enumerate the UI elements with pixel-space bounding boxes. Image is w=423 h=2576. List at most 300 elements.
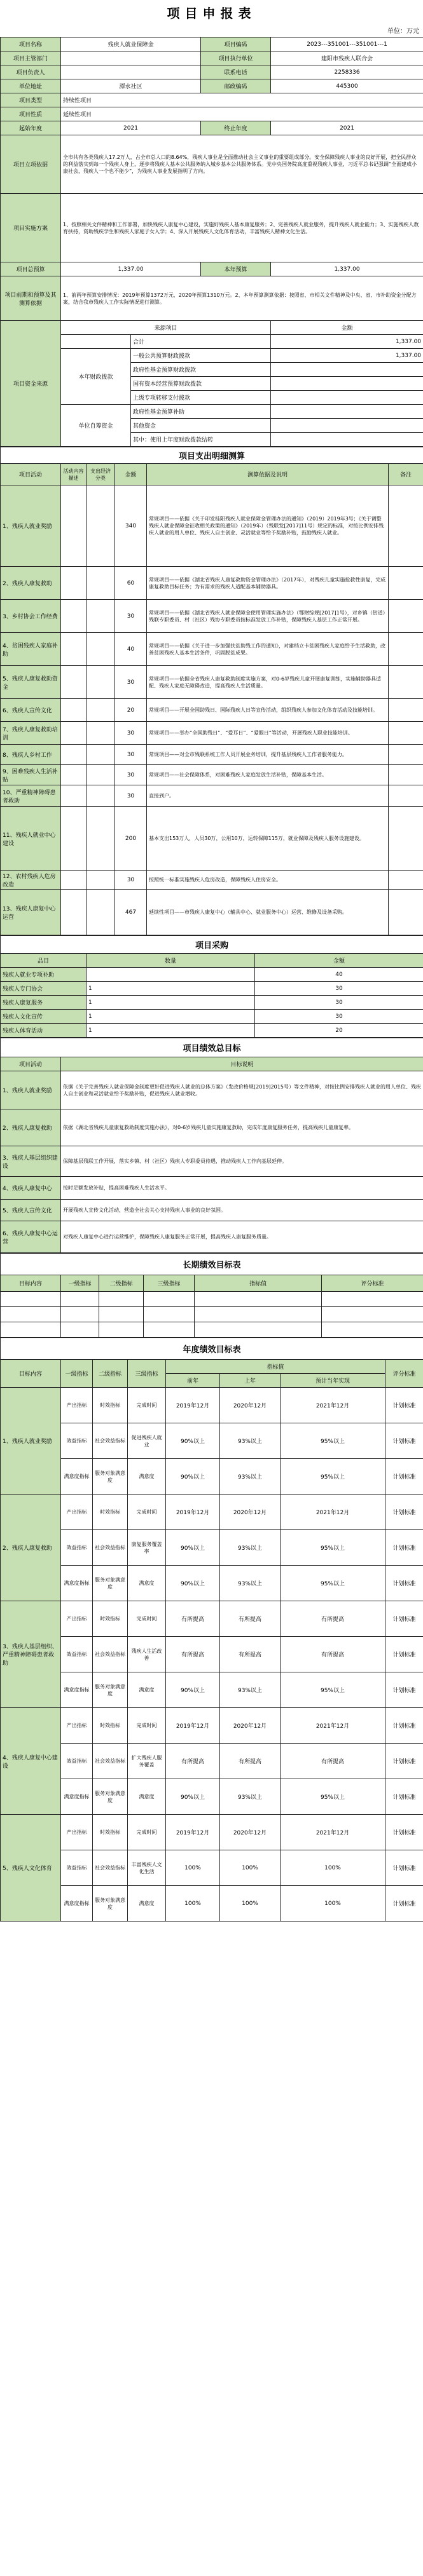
perf-activity: 1、残疾人就业奖励 — [1, 1071, 61, 1109]
amount-cell: 30 — [115, 871, 147, 890]
remark-cell — [389, 699, 423, 722]
amount-cell: 30 — [115, 765, 147, 785]
annual-cell: 计划标准 — [385, 1566, 423, 1601]
annual-cell: 服务对象满意度 — [93, 1672, 128, 1708]
fund-name: 其中：使用上年度财政拨款结转 — [131, 433, 271, 447]
annual-cell: 计划标准 — [385, 1530, 423, 1566]
annual-row — [1, 1495, 423, 1530]
perf-row — [1, 1146, 423, 1177]
remark-cell — [389, 871, 423, 890]
annual-cell: 计划标准 — [385, 1779, 423, 1815]
class-cell — [87, 807, 115, 871]
budget-detail-table — [0, 447, 423, 935]
budget-row — [1, 765, 423, 785]
annual-cell: 93%以上 — [220, 1779, 281, 1815]
desc-cell — [61, 745, 87, 765]
procurement-row — [1, 1010, 423, 1024]
label-cell: 项目负责人 — [1, 65, 61, 79]
procurement-row — [1, 996, 423, 1010]
value-cell: 2021 — [61, 121, 201, 135]
value-cell: 全市共有各类残疾人17.2万人，占全市总人口的8.64%，残疾人事业是全面推动社会主义事业的重要组成部分。安全保障残疾人事业的良好开展，把全民群众的利益落实到每一个残疾人身上，逐步将残疾人基本公共服务纳入城乡基本公共服务体系。党中央国务院高度重视残疾人事业，习近平总书记强调“全面建成小康社会，残疾人一个也不能少”，为残疾人事业发展指明了方向。 — [61, 135, 423, 194]
annual-cell: 95%以上 — [281, 1423, 385, 1459]
empty-cell — [1, 1307, 61, 1322]
annual-cell: 促进残疾人就业 — [128, 1423, 166, 1459]
note-cell: 常规项目——依据《关于印发桂阳残疾人就业保障金管理办法的通知》（2019）2019年3号；《关于调整残疾人就业保障金征收相关政策的通知》（2019年）（残联发[2017]11号）规定的标准，对按比例安排残疾人就业的用人单位、残疾人自主创业、灵活就业等给予奖励补贴，鼓励残疾人就业。 — [147, 485, 389, 567]
remark-cell — [389, 745, 423, 765]
empty-cell — [144, 1322, 195, 1338]
perf-activity: 6、残疾人康复中心运营 — [1, 1221, 61, 1253]
empty-cell — [99, 1307, 144, 1322]
fund-amount — [271, 363, 423, 377]
empty-cell — [61, 1307, 99, 1322]
activity-cell: 10、严重精神障碍患者救助 — [1, 785, 61, 807]
class-cell — [87, 699, 115, 722]
procurement-table — [0, 935, 423, 1038]
fund-name: 合计 — [131, 335, 271, 349]
budget-row — [1, 567, 423, 600]
annual-cell: 服务对象满意度 — [93, 1566, 128, 1601]
col-subheader: 上年 — [220, 1374, 281, 1388]
note-cell: 延续性项目——市残疾人康复中心（辅具中心、就业服务中心）运营、维修及设备采购。 — [147, 890, 389, 935]
activity-cell: 9、困难残疾人生活补贴 — [1, 765, 61, 785]
perf-activity: 5、残疾人宣传文化 — [1, 1200, 61, 1221]
col-header: 项目活动 — [1, 464, 61, 485]
fund-name: 国有资本经营预算财政拨款 — [131, 377, 271, 391]
annual-target: 3、残疾人基层组织、严重精神障碍患者救助 — [1, 1601, 61, 1708]
annual-cell: 计划标准 — [385, 1495, 423, 1530]
value-cell: 2021 — [271, 121, 423, 135]
budget-row — [1, 722, 423, 745]
fund-name: 政府性基金预算财政拨款 — [131, 363, 271, 377]
section-title: 项目绩效总目标 — [1, 1038, 423, 1057]
desc-cell — [61, 807, 87, 871]
annual-cell: 2020年12月 — [220, 1495, 281, 1530]
empty-cell — [322, 1307, 423, 1322]
annual-cell: 计划标准 — [385, 1423, 423, 1459]
label-cell: 单位地址 — [1, 79, 61, 93]
annual-cell: 有所提高 — [220, 1744, 281, 1779]
procurement-rows — [1, 968, 423, 1038]
info-table — [0, 37, 423, 447]
class-cell — [87, 633, 115, 666]
label-cell: 项目立项依据 — [1, 135, 61, 194]
label-cell: 邮政编码 — [201, 79, 271, 93]
annual-cell: 满意度指标 — [61, 1779, 93, 1815]
annual-cell: 满意度 — [128, 1459, 166, 1495]
budget-row — [1, 807, 423, 871]
annual-cell: 2019年12月 — [166, 1815, 220, 1850]
annual-cell: 2020年12月 — [220, 1815, 281, 1850]
annual-cell: 社会效益指标 — [93, 1744, 128, 1779]
annual-cell: 时效指标 — [93, 1815, 128, 1850]
value-cell — [61, 51, 201, 65]
section-title: 年度绩效目标表 — [1, 1338, 423, 1360]
class-cell — [87, 785, 115, 807]
annual-cell: 计划标准 — [385, 1388, 423, 1423]
fund-amount — [271, 433, 423, 447]
amount-cell: 200 — [115, 807, 147, 871]
activity-cell: 13、残疾人康复中心运营 — [1, 890, 61, 935]
annual-cell: 满意度指标 — [61, 1886, 93, 1922]
value-cell: 445300 — [271, 79, 423, 93]
note-cell: 基本支出153万人，人员30万，公用10万，运转保障115万，就业保障及残疾人服务设施建设。 — [147, 807, 389, 871]
annual-cell: 100% — [281, 1850, 385, 1886]
budget-row — [1, 871, 423, 890]
remark-cell — [389, 785, 423, 807]
label-cell: 项目实施方案 — [1, 194, 61, 262]
annual-cell: 2019年12月 — [166, 1495, 220, 1530]
fund-left: 本年财政拨款 — [61, 349, 131, 405]
annual-cell: 计划标准 — [385, 1459, 423, 1495]
annual-cell: 服务对象满意度 — [93, 1459, 128, 1495]
proc-amount: 40 — [255, 968, 423, 982]
annual-cell: 100% — [220, 1850, 281, 1886]
empty-cell — [144, 1307, 195, 1322]
fund-amount — [271, 419, 423, 433]
label-cell: 本年预算 — [201, 262, 271, 276]
annual-row — [1, 1708, 423, 1744]
annual-cell: 93%以上 — [220, 1672, 281, 1708]
annual-rows — [1, 1388, 423, 1922]
proc-item: 残疾人就业专项补助 — [1, 968, 87, 982]
budget-row — [1, 890, 423, 935]
annual-cell: 有所提高 — [166, 1637, 220, 1672]
perf-activity: 2、残疾人康复救助 — [1, 1109, 61, 1146]
empty-cell — [99, 1322, 144, 1338]
empty-cell — [322, 1322, 423, 1338]
annual-cell: 有所提高 — [166, 1744, 220, 1779]
class-cell — [87, 600, 115, 633]
class-cell — [87, 485, 115, 567]
class-cell — [87, 745, 115, 765]
annual-row — [1, 1388, 423, 1423]
annual-row — [1, 1744, 423, 1779]
activity-cell: 7、残疾人康复救助培训 — [1, 722, 61, 745]
procurement-row — [1, 982, 423, 996]
annual-cell: 95%以上 — [281, 1530, 385, 1566]
fund-amount: 1,337.00 — [271, 349, 423, 363]
annual-cell: 计划标准 — [385, 1815, 423, 1850]
perf-rows — [1, 1071, 423, 1253]
annual-row — [1, 1530, 423, 1566]
value-cell: 1、前两年预算安排情况：2019年预算1372万元，2020年预算1310万元。2、本年预算测算依据：按照省、市相关文件精神及中央、省、市补助资金分配方案，结合我市残疾人工作实际情况进行测算。 — [61, 276, 423, 321]
amount-cell: 467 — [115, 890, 147, 935]
annual-cell: 2020年12月 — [220, 1708, 281, 1744]
annual-cell: 100% — [281, 1886, 385, 1922]
label-cell: 项目主管部门 — [1, 51, 61, 65]
col-header: 一级指标 — [61, 1360, 93, 1388]
fund-header: 来源项目 — [61, 321, 271, 335]
annual-cell: 2019年12月 — [166, 1388, 220, 1423]
perf-desc: 依据《湖北省残疾儿童康复救助制度实施办法》，对0-6岁残疾儿童实施康复救助，完成年度康复服务任务，提高残疾儿童康复率。 — [61, 1109, 423, 1146]
annual-row — [1, 1850, 423, 1886]
perf-activity: 3、残疾人基层组织建设 — [1, 1146, 61, 1177]
annual-cell: 93%以上 — [220, 1423, 281, 1459]
annual-cell: 完成时间 — [128, 1495, 166, 1530]
annual-cell: 完成时间 — [128, 1601, 166, 1637]
perf-desc: 依据《关于完善残疾人就业保障金制度更好促进残疾人就业的总体方案》（发改价格规[2019]2015号）等文件精神，对按比例安排残疾人就业的用人单位、残疾人自主创业和灵活就业给予奖励补贴，促进残疾人就业增收。 — [61, 1071, 423, 1109]
activity-cell: 2、残疾人康复救助 — [1, 567, 61, 600]
annual-cell: 满意度 — [128, 1566, 166, 1601]
annual-cell: 2019年12月 — [166, 1708, 220, 1744]
annual-row — [1, 1459, 423, 1495]
col-header: 品目 — [1, 954, 87, 968]
annual-cell: 93%以上 — [220, 1459, 281, 1495]
desc-cell — [61, 666, 87, 699]
annual-row — [1, 1672, 423, 1708]
desc-cell — [61, 890, 87, 935]
annual-cell: 90%以上 — [166, 1530, 220, 1566]
value-cell: 持续性项目 — [61, 93, 423, 107]
value-cell: 1,337.00 — [61, 262, 201, 276]
budget-row — [1, 666, 423, 699]
annual-row — [1, 1637, 423, 1672]
budget-rows — [1, 485, 423, 935]
perf-row — [1, 1200, 423, 1221]
annual-cell: 社会效益指标 — [93, 1850, 128, 1886]
perf-activity: 4、残疾人康复中心 — [1, 1177, 61, 1200]
empty-cell — [322, 1292, 423, 1307]
activity-cell: 8、残疾人乡村工作 — [1, 745, 61, 765]
label-cell: 项目前期和预算及其测算依据 — [1, 276, 61, 321]
proc-qty — [87, 968, 255, 982]
procurement-row — [1, 1024, 423, 1038]
col-header: 金额 — [115, 464, 147, 485]
annual-cell: 产出指标 — [61, 1815, 93, 1850]
col-subheader: 前年 — [166, 1374, 220, 1388]
class-cell — [87, 871, 115, 890]
label-cell: 起始年度 — [1, 121, 61, 135]
remark-cell — [389, 485, 423, 567]
annual-cell: 100% — [166, 1850, 220, 1886]
annual-cell: 时效指标 — [93, 1601, 128, 1637]
label-cell: 项目性质 — [1, 107, 61, 121]
annual-cell: 完成时间 — [128, 1388, 166, 1423]
section-title: 项目支出明细测算 — [1, 447, 423, 464]
annual-cell: 产出指标 — [61, 1495, 93, 1530]
col-header: 支出经济分类 — [87, 464, 115, 485]
annual-cell: 计划标准 — [385, 1886, 423, 1922]
empty-cell — [61, 1292, 99, 1307]
fund-amount — [271, 377, 423, 391]
activity-cell: 5、残疾人康复救助资金 — [1, 666, 61, 699]
fund-name: 政府性基金预算补助 — [131, 405, 271, 419]
proc-item: 残疾人专门协会 — [1, 982, 87, 996]
annual-cell: 有所提高 — [281, 1744, 385, 1779]
col-header: 测算依据及说明 — [147, 464, 389, 485]
annual-cell: 社会效益指标 — [93, 1530, 128, 1566]
annual-cell: 93%以上 — [220, 1566, 281, 1601]
budget-row — [1, 485, 423, 567]
value-cell: 建阳市残疾人联合会 — [271, 51, 423, 65]
fund-left — [61, 335, 131, 349]
amount-cell: 40 — [115, 633, 147, 666]
annual-cell: 社会效益指标 — [93, 1637, 128, 1672]
activity-cell: 1、残疾人就业奖励 — [1, 485, 61, 567]
annual-cell: 满意度 — [128, 1672, 166, 1708]
annual-cell: 有所提高 — [281, 1601, 385, 1637]
fund-amount — [271, 391, 423, 405]
budget-row — [1, 699, 423, 722]
annual-cell: 残疾人生活改善 — [128, 1637, 166, 1672]
annual-cell: 有所提高 — [220, 1637, 281, 1672]
annual-cell: 计划标准 — [385, 1744, 423, 1779]
annual-cell: 丰富残疾人文化生活 — [128, 1850, 166, 1886]
class-cell — [87, 722, 115, 745]
col-header: 评分标准 — [322, 1275, 423, 1292]
fund-header: 金额 — [271, 321, 423, 335]
annual-cell: 服务对象满意度 — [93, 1779, 128, 1815]
annual-cell: 2021年12月 — [281, 1708, 385, 1744]
value-cell: 1、按照相关文件精神和工作部署，加快残疾人康复中心建设，实施好残疾人基本康复服务；2、完善残疾人就业服务，提升残疾人就业能力；3、实施残疾人教育扶持，资助残疾学生和残疾人家庭子女入学；4、深入开展残疾人文化体育活动，丰富残疾人精神文化生活。 — [61, 194, 423, 262]
section-title: 项目采购 — [1, 936, 423, 954]
activity-cell: 3、乡村协会工作经费 — [1, 600, 61, 633]
annual-target: 5、残疾人文化体育 — [1, 1815, 61, 1922]
annual-target: 2、残疾人康复救助 — [1, 1495, 61, 1601]
perf-desc: 对残疾人康复中心进行运营维护，保障残疾人康复服务正常开展，提高残疾人康复服务质量。 — [61, 1221, 423, 1253]
note-cell: 按照统一标准实施残疾人危房改造，保障残疾人住房安全。 — [147, 871, 389, 890]
procurement-row — [1, 968, 423, 982]
fund-amount — [271, 405, 423, 419]
annual-cell: 90%以上 — [166, 1566, 220, 1601]
desc-cell — [61, 871, 87, 890]
annual-cell: 100% — [166, 1886, 220, 1922]
remark-cell — [389, 666, 423, 699]
annual-cell: 产出指标 — [61, 1601, 93, 1637]
annual-cell: 2020年12月 — [220, 1388, 281, 1423]
activity-cell: 11、残疾人就业中心建设 — [1, 807, 61, 871]
annual-cell: 效益指标 — [61, 1530, 93, 1566]
proc-amount: 30 — [255, 1010, 423, 1024]
perf-row — [1, 1177, 423, 1200]
activity-cell: 12、农村残疾人危房改造 — [1, 871, 61, 890]
col-header: 指标值 — [195, 1275, 322, 1292]
remark-cell — [389, 722, 423, 745]
annual-cell: 95%以上 — [281, 1566, 385, 1601]
perf-row — [1, 1071, 423, 1109]
annual-table — [0, 1338, 423, 1922]
remark-cell — [389, 600, 423, 633]
annual-target: 1、残疾人就业奖励 — [1, 1388, 61, 1495]
annual-row — [1, 1566, 423, 1601]
label-cell: 项目资金来源 — [1, 321, 61, 447]
col-header: 评分标准 — [385, 1360, 423, 1388]
col-header: 二级指标 — [93, 1360, 128, 1388]
annual-cell: 效益指标 — [61, 1850, 93, 1886]
col-header: 三级指标 — [144, 1275, 195, 1292]
annual-cell: 满意度指标 — [61, 1672, 93, 1708]
annual-cell: 完成时间 — [128, 1708, 166, 1744]
empty-cell — [144, 1292, 195, 1307]
desc-cell — [61, 765, 87, 785]
proc-qty: 1 — [87, 996, 255, 1010]
amount-cell: 30 — [115, 745, 147, 765]
class-cell — [87, 666, 115, 699]
annual-cell: 有所提高 — [220, 1601, 281, 1637]
note-cell: 常规项目——对全市残联系统工作人员开展业务培训，提升基层残疾人工作者服务能力。 — [147, 745, 389, 765]
budget-row — [1, 745, 423, 765]
value-cell — [61, 65, 201, 79]
remark-cell — [389, 567, 423, 600]
fund-name: 上级专项转移支付拨款 — [131, 391, 271, 405]
col-header: 指标值 — [166, 1360, 385, 1374]
annual-row — [1, 1886, 423, 1922]
annual-row — [1, 1815, 423, 1850]
proc-item: 残疾人体育活动 — [1, 1024, 87, 1038]
value-cell: 残疾人就业保障金 — [61, 37, 201, 51]
col-header: 二级指标 — [99, 1275, 144, 1292]
annual-cell: 95%以上 — [281, 1672, 385, 1708]
section-title: 长期绩效目标表 — [1, 1254, 423, 1275]
label-cell: 联系电话 — [201, 65, 271, 79]
annual-cell: 效益指标 — [61, 1423, 93, 1459]
label-cell: 终止年度 — [201, 121, 271, 135]
remark-cell — [389, 633, 423, 666]
class-cell — [87, 765, 115, 785]
annual-cell: 90%以上 — [166, 1779, 220, 1815]
annual-cell: 2021年12月 — [281, 1388, 385, 1423]
annual-cell: 90%以上 — [166, 1672, 220, 1708]
col-header: 数量 — [87, 954, 255, 968]
annual-cell: 计划标准 — [385, 1850, 423, 1886]
desc-cell — [61, 567, 87, 600]
desc-cell — [61, 785, 87, 807]
class-cell — [87, 890, 115, 935]
note-cell: 常规项目——依据全省残疾人康复救助制度实施方案，对0-6岁残疾儿童开展康复训练，实施辅助器具适配、残疾人家庭无障碍改造，提高残疾人生活质量。 — [147, 666, 389, 699]
amount-cell: 30 — [115, 600, 147, 633]
remark-cell — [389, 890, 423, 935]
annual-cell: 满意度指标 — [61, 1459, 93, 1495]
perf-row — [1, 1221, 423, 1253]
annual-cell: 扩大残疾人服务覆盖 — [128, 1744, 166, 1779]
value-cell: 2258336 — [271, 65, 423, 79]
col-header: 目标内容 — [1, 1360, 61, 1388]
annual-cell: 计划标准 — [385, 1601, 423, 1637]
empty-cell — [99, 1292, 144, 1307]
annual-target: 4、残疾人康复中心建设 — [1, 1708, 61, 1815]
annual-row — [1, 1779, 423, 1815]
annual-cell: 计划标准 — [385, 1672, 423, 1708]
label-cell: 项目编码 — [201, 37, 271, 51]
amount-cell: 30 — [115, 722, 147, 745]
desc-cell — [61, 600, 87, 633]
annual-cell: 有所提高 — [281, 1637, 385, 1672]
col-header: 三级指标 — [128, 1360, 166, 1388]
annual-cell: 满意度指标 — [61, 1566, 93, 1601]
note-cell: 常规项目——依据《湖北省残疾人就业保障金使用管理实施办法》（鄂财综规[2017]1号），对乡镇（街道）残联专职委员、村（社区）残协专职委员按标准发放工作补贴，保障残疾人基层工作正常开展。 — [147, 600, 389, 633]
note-cell: 直接到户。 — [147, 785, 389, 807]
annual-cell: 计划标准 — [385, 1708, 423, 1744]
annual-row — [1, 1423, 423, 1459]
desc-cell — [61, 722, 87, 745]
value-cell: 2023---351001---351001---1 — [271, 37, 423, 51]
activity-cell: 6、残疾人宣传文化 — [1, 699, 61, 722]
remark-cell — [389, 807, 423, 871]
label-cell: 项目执行单位 — [201, 51, 271, 65]
perf-desc: 按时足额发放补贴，提高困难残疾人生活水平。 — [61, 1177, 423, 1200]
page-title: 项目申报表 — [167, 6, 256, 21]
amount-cell: 20 — [115, 699, 147, 722]
perf-desc: 开展残疾人宣传文化活动，营造全社会关心支持残疾人事业的良好氛围。 — [61, 1200, 423, 1221]
empty-cell — [61, 1322, 99, 1338]
desc-cell — [61, 699, 87, 722]
value-cell: 潭水社区 — [61, 79, 201, 93]
annual-cell: 2021年12月 — [281, 1495, 385, 1530]
note-cell: 常规项目——开展全国助残日、国际残疾人日等宣传活动，组织残疾人参加文化体育活动及技能培训。 — [147, 699, 389, 722]
annual-row — [1, 1601, 423, 1637]
col-subheader: 预计当年实现 — [281, 1374, 385, 1388]
fund-name: 一般公共预算财政拨款 — [131, 349, 271, 363]
